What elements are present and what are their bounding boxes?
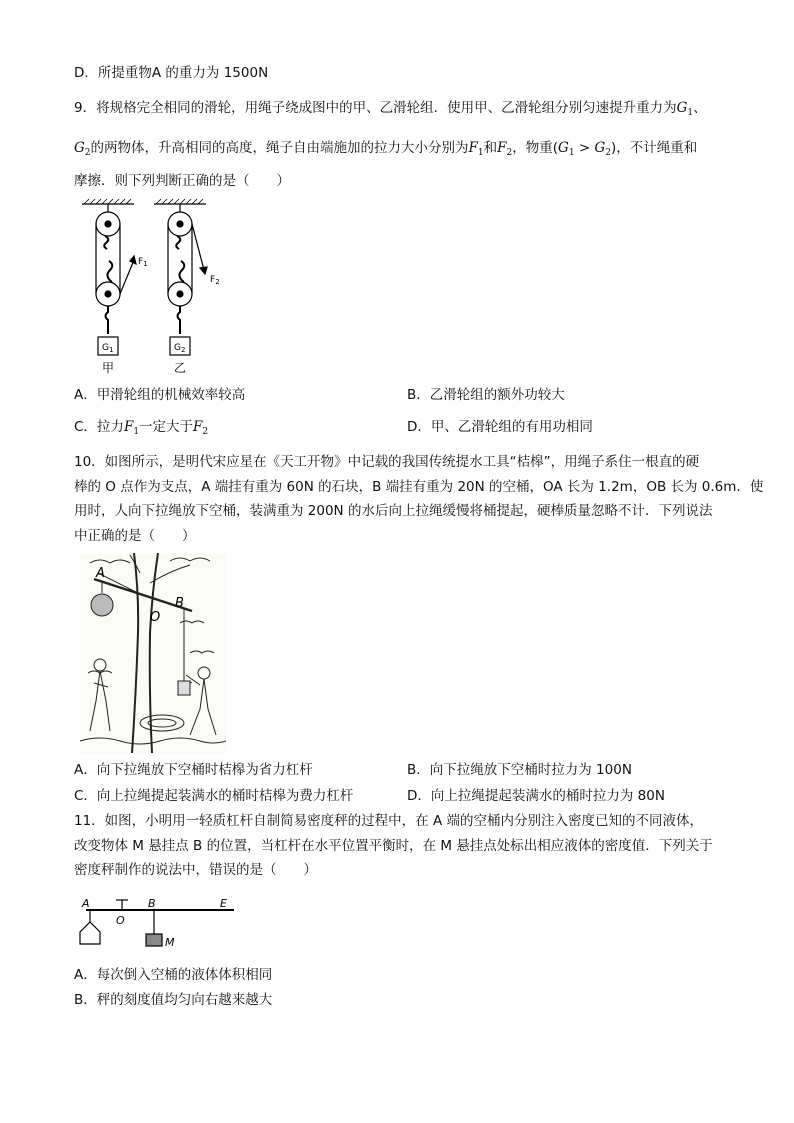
q9-option-d[interactable]: D．甲、乙滑轮组的有用功相同: [407, 419, 593, 435]
q9-option-c-f2: $F_2$: [193, 419, 209, 437]
q9-and: 和: [483, 140, 498, 156]
label-a: A: [82, 897, 90, 910]
rope-free-end-left: [120, 260, 134, 294]
rope-free-end-right: [192, 224, 204, 270]
q11-stem-line2: 改变物体 M 悬挂点 B 的位置，当杠杆在水平位置平衡时，在 M 悬挂点处标出相应液体的密度值．下列关于: [74, 838, 713, 854]
bucket-b: [178, 681, 190, 695]
q9-stem-line3: 摩擦．则下列判断正确的是（ ）: [74, 173, 290, 189]
q9-g2-symbol: $G_2$: [74, 140, 91, 158]
q9-greater-than: >: [574, 140, 595, 156]
weight-m: [146, 934, 162, 946]
q9-stem-line1: [74, 99, 707, 122]
q9-f1-symbol: $F_1$: [468, 140, 484, 158]
q9-stem-text-2c: )，不计绳重和: [611, 140, 698, 156]
label-o: O: [150, 610, 161, 625]
q11-stem-line1: 11．如图，小明用一轻质杠杆自制简易密度秤的过程中，在 A 端的空桶内分别注入密度已知的不同液体，: [74, 813, 703, 829]
label-b: B: [148, 897, 156, 910]
q10-option-c[interactable]: C．向上拉绳提起装满水的桶时桔槔为费力杠杆: [74, 788, 354, 804]
stone-a: [91, 594, 113, 616]
q10-stem-line2: 棒的 O 点作为支点，A 端挂有重为 60N 的石块，B 端挂有重为 20N 的空桶，OA 长为 1.2m，OB 长为 0.6m．使: [74, 479, 764, 495]
q9-option-c-mid: 一定大于: [139, 419, 194, 435]
label-b: B: [175, 596, 184, 611]
label-o: O: [116, 914, 125, 927]
q9-stem-text-2b: ，物重(: [512, 140, 559, 156]
q10-stem-line1: 10．如图所示，是明代宋应星在《天工开物》中记载的我国传统提水工具“桔槔”，用绳子系住一根直的硬: [74, 454, 700, 470]
bucket-a: [80, 922, 100, 944]
q9-option-c-prefix: C．拉力: [74, 419, 124, 435]
label-f1: $F_1$: [138, 257, 148, 268]
q10-stem-line4: 中正确的是（ ）: [74, 528, 196, 544]
label-g1: $G_1$: [102, 343, 114, 354]
caption-yi: 乙: [174, 361, 187, 375]
q9-option-c[interactable]: [74, 418, 208, 441]
q9-option-c-f1: $F_1$: [123, 419, 140, 437]
q11-stem-line3: 密度秤制作的说法中，错误的是（ ）: [74, 862, 317, 878]
q10-stem-line3: 用时，人向下拉绳放下空桶，装满重为 200N 的水后向上拉绳缓慢将桶提起，硬棒质量忽略不计．下列说法: [74, 503, 713, 519]
label-f2: $F_2$: [210, 275, 220, 286]
q11-lever-figure: [76, 892, 242, 956]
q10-option-b[interactable]: B．向下拉绳放下空桶时拉力为 100N: [407, 762, 632, 778]
q9-comma: 、: [693, 100, 707, 116]
q10-option-d[interactable]: D．向上拉绳提起装满水的桶时拉力为 80N: [407, 788, 665, 804]
label-m: M: [165, 936, 175, 949]
q9-stem-text: 9．将规格完全相同的滑轮，用绳子绕成图中的甲、乙滑轮组．使用甲、乙滑轮组分别匀速提升重力为: [74, 100, 677, 116]
q9-g1-compare: $G_1$: [558, 140, 575, 158]
q11-option-a[interactable]: A．每次倒入空桶的液体体积相同: [74, 967, 273, 983]
q9-option-b[interactable]: B．乙滑轮组的额外功较大: [407, 387, 565, 403]
caption-jia: 甲: [102, 361, 115, 375]
q9-g1-symbol: $G_1$: [676, 100, 694, 118]
label-a: A: [96, 566, 105, 581]
label-e: E: [220, 897, 227, 910]
q9-option-a[interactable]: A．甲滑轮组的机械效率较高: [74, 387, 246, 403]
q9-f2-symbol: $F_2$: [497, 140, 513, 158]
q9-stem-line2: [74, 139, 697, 162]
q10-option-a[interactable]: A．向下拉绳放下空桶时桔槔为省力杠杆: [74, 762, 313, 778]
label-g2: $G_2$: [174, 343, 186, 354]
q10-jiegao-figure: [80, 553, 226, 753]
q9-pulley-figure: [76, 198, 236, 380]
q11-option-b[interactable]: B．秤的刻度值均匀向右越来越大: [74, 992, 273, 1008]
q9-g2-compare: $G_2$: [594, 140, 611, 158]
q9-stem-text-2a: 的两物体，升高相同的高度，绳子自由端施加的拉力大小分别为: [90, 140, 469, 156]
q8-option-d: D．所提重物A 的重力为 1500N: [74, 65, 269, 81]
